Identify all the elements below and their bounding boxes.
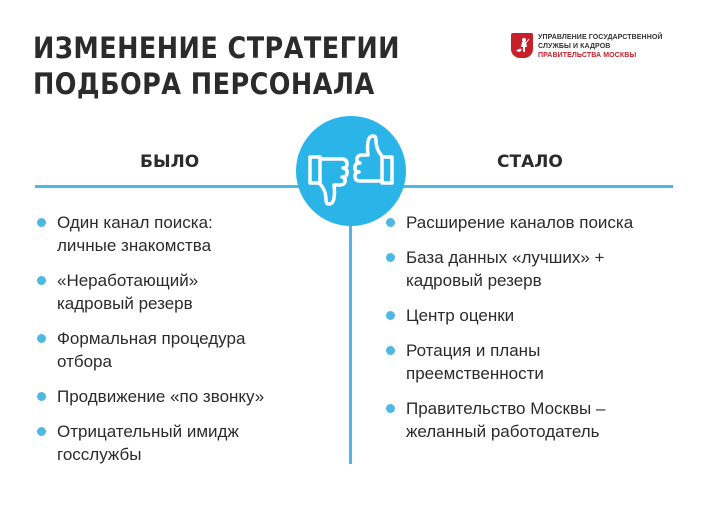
title-line-1: ИЗМЕНЕНИЕ СТРАТЕГИИ: [33, 31, 400, 65]
list-item-line: кадровый резерв: [406, 271, 542, 290]
right-list-item: [385, 339, 685, 385]
vertical-divider: [349, 186, 352, 464]
bullet-icon: [386, 346, 395, 355]
list-item-line: госслужбы: [57, 445, 142, 464]
left-list-item: [36, 211, 336, 257]
list-item-line: преемственности: [406, 364, 544, 383]
right-column-heading: СТАЛО: [497, 152, 563, 172]
left-list-item: [36, 385, 336, 408]
bullet-icon: [37, 392, 46, 401]
list-item-line: Отрицательный имидж: [57, 422, 239, 441]
list-item-line: Правительство Москвы –: [406, 399, 606, 418]
title-line-2: ПОДБОРА ПЕРСОНАЛА: [33, 67, 375, 101]
organization-logo: [511, 33, 663, 60]
left-list-item: [36, 269, 336, 315]
logo-line-1: УПРАВЛЕНИЕ ГОСУДАРСТВЕННОЙ: [538, 34, 663, 41]
list-item-line: Центр оценки: [406, 306, 515, 325]
bullet-icon: [37, 427, 46, 436]
right-list-item: [385, 397, 685, 443]
list-item-line: «Неработающий»: [57, 271, 199, 290]
list-item-line: Ротация и планы: [406, 341, 541, 360]
list-item-line: личные знакомства: [57, 236, 212, 255]
bullet-icon: [37, 276, 46, 285]
list-item-line: отбора: [57, 352, 112, 371]
thumbs-down-thumbs-up-icon: [296, 116, 406, 226]
left-column-heading: БЫЛО: [140, 152, 200, 172]
list-item-line: кадровый резерв: [57, 294, 193, 313]
list-item-line: Формальная процедура: [57, 329, 246, 348]
right-list-item: [385, 246, 685, 292]
right-list-item: [385, 211, 685, 234]
bullet-icon: [37, 334, 46, 343]
bullet-icon: [386, 253, 395, 262]
left-list-item: [36, 420, 336, 466]
list-item-line: Продвижение «по звонку»: [57, 387, 265, 406]
bullet-icon: [386, 311, 395, 320]
list-item-line: желанный работодатель: [406, 422, 600, 441]
bullet-icon: [386, 218, 395, 227]
bullet-icon: [386, 404, 395, 413]
logo-line-3: ПРАВИТЕЛЬСТВА МОСКВЫ: [538, 52, 637, 59]
list-item-line: Один канал поиска:: [57, 213, 213, 232]
logo-line-2: СЛУЖБЫ И КАДРОВ: [538, 43, 611, 50]
list-item-line: Расширение каналов поиска: [406, 213, 634, 232]
left-list-item: [36, 327, 336, 373]
right-column-list: [385, 211, 685, 455]
right-list-item: [385, 304, 685, 327]
moscow-coat-of-arms-icon: [511, 33, 533, 58]
bullet-icon: [37, 218, 46, 227]
page-title: [33, 30, 400, 102]
left-column-list: [36, 211, 336, 478]
list-item-line: База данных «лучших» +: [406, 248, 605, 267]
